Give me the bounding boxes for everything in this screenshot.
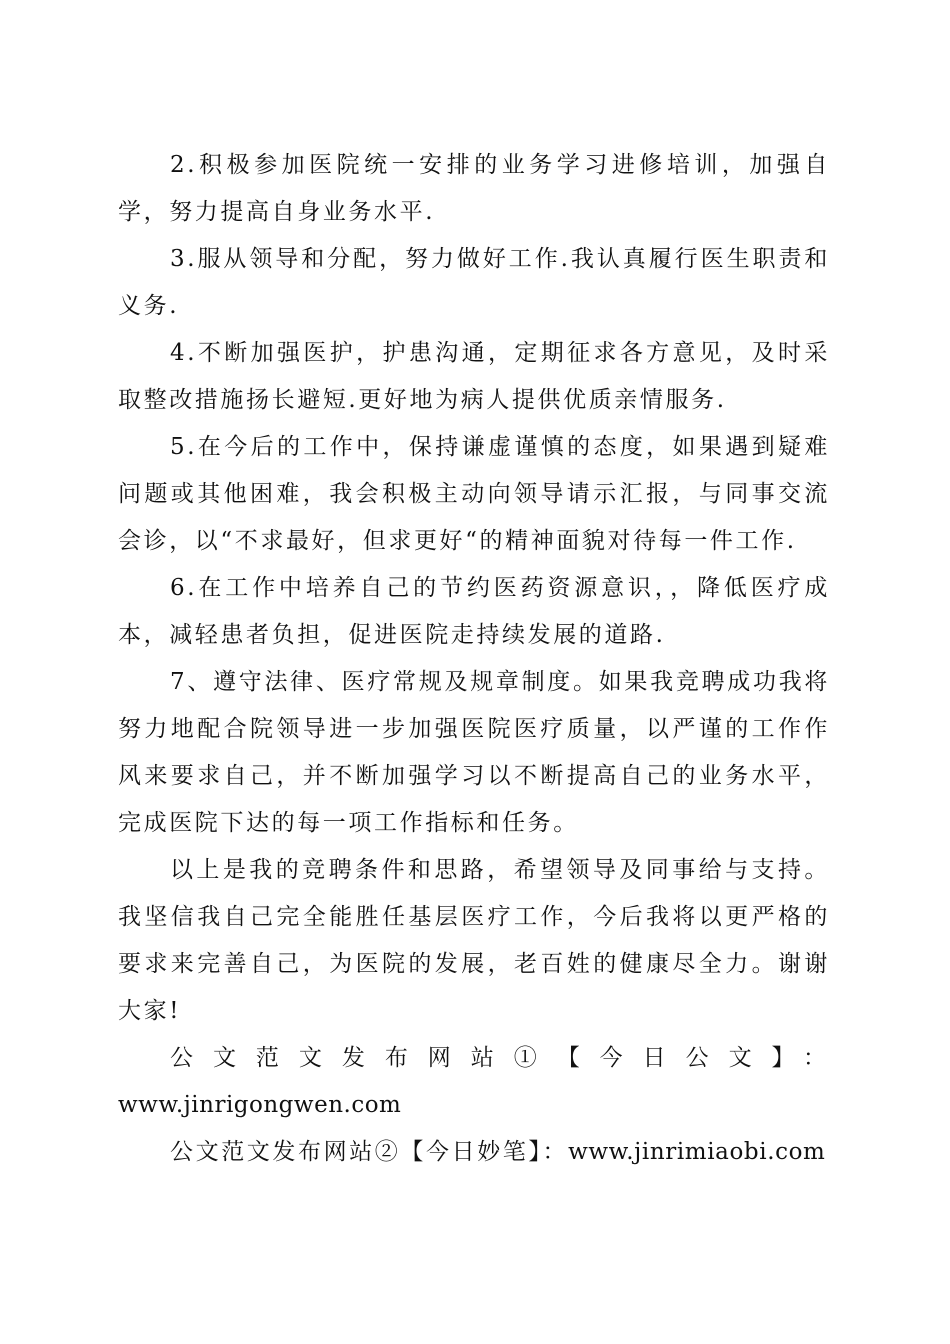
closing-paragraph: 以上是我的竞聘条件和思路，希望领导及同事给与支持。我坚信我自己完全能胜任基层医疗工作，今后我将以更严格的要求来完善自己，为医院的发展，老百姓的健康尽全力。谢谢大家! bbox=[118, 857, 830, 1024]
paragraph-item-7: 7、遵守法律、医疗常规及规章制度。如果我竞聘成功我将努力地配合院领导进一步加强医院医疗质量，以严谨的工作作风来要求自己，并不断加强学习以不断提高自己的业务水平，完成医院下达的每一项工作指标和任务。 bbox=[118, 669, 830, 836]
document-body bbox=[118, 142, 830, 1176]
website-link-2-label: 公文范文发布网站②【今日妙笔】： bbox=[170, 1139, 569, 1165]
website-link-2[interactable] bbox=[118, 1129, 830, 1176]
paragraph-item-4: 4.不断加强医护，护患沟通，定期征求各方意见，及时采取整改措施扬长避短.更好地为病人提供优质亲情服务. bbox=[118, 340, 830, 413]
paragraph-item-6: 6.在工作中培养自己的节约医药资源意识，，降低医疗成本，减轻患者负担，促进医院走持续发展的道路. bbox=[118, 575, 830, 648]
website-link-1[interactable] bbox=[118, 1035, 830, 1129]
paragraph-item-2: 2.积极参加医院统一安排的业务学习进修培训，加强自学，努力提高自身业务水平. bbox=[118, 152, 830, 225]
website-link-1-label: 公文范文发布网站①【今日公文】： bbox=[170, 1045, 830, 1071]
website-link-1-url[interactable]: www.jinrigongwen.com bbox=[118, 1092, 402, 1118]
paragraph-item-5: 5.在今后的工作中，保持谦虚谨慎的态度，如果遇到疑难问题或其他困难，我会积极主动向领导请示汇报，与同事交流会诊，以“不求最好，但求更好“的精神面貌对待每一件工作. bbox=[118, 434, 830, 554]
website-link-2-url[interactable]: www.jinrimiaobi.com bbox=[568, 1139, 826, 1165]
paragraph-item-3: 3.服从领导和分配，努力做好工作.我认真履行医生职责和义务. bbox=[118, 246, 830, 319]
